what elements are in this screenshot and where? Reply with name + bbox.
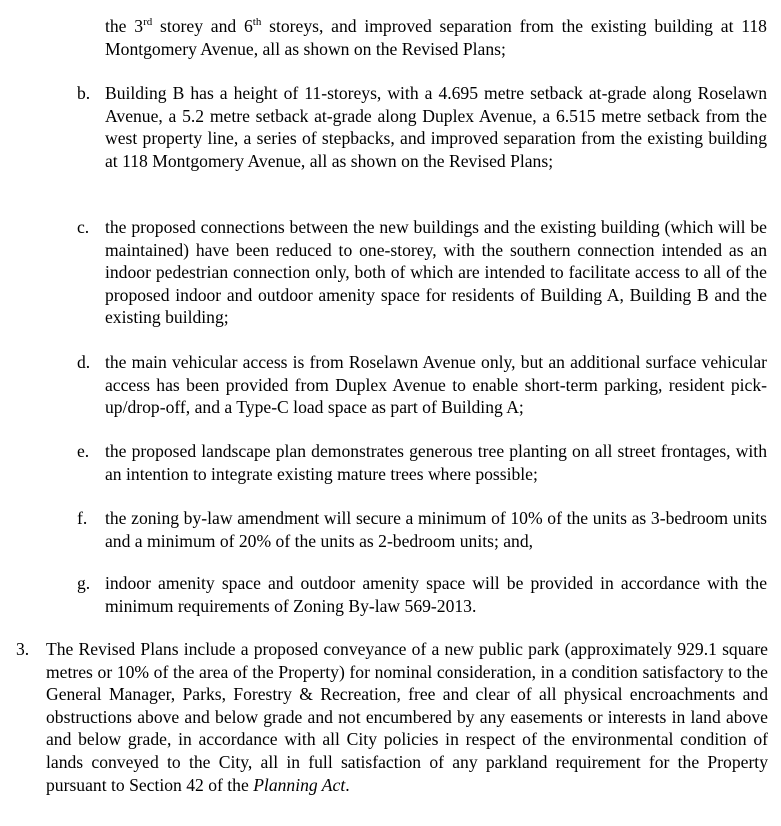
paragraph-3-text: The Revised Plans include a proposed conveyance of a new public park (approximately 929.1 square metres or 10% of the area of the Property) for nominal consideration, in a condition satisfactory to the General Manager, Parks, Forestry & Recreation, free and clear of all physical encroachments and obstructions above and below grade and not encumbered by any easements or interests in land above and below grade, in accordance with all City policies in respect of the environmental condition of lands conveyed to the City, all in full satisfaction of any parkland requirement for the Property pursuant to Section 42 of the Planning Act. bbox=[46, 639, 768, 795]
item-b-text: Building B has a height of 11-storeys, with a 4.695 metre setback at-grade along Roselawn Avenue, a 5.2 metre setback at-grade along Duplex Avenue, a 6.515 metre setback from the west property line, a series of stepbacks, and improved separation from the existing building at 118 Montgomery Avenue, all as shown on the Revised Plans; bbox=[105, 83, 767, 171]
paragraph-3-marker: 3. bbox=[16, 639, 30, 659]
item-c-text: the proposed connections between the new buildings and the existing building (which will be maintained) have been reduced to one-storey, with the southern connection intended as an indoor pedestrian connection only, both of which are intended to facilitate access to all of the proposed indoor and outdoor amenity space for residents of Building A, Building B and the existing building; bbox=[105, 217, 767, 328]
item-b-marker: b. bbox=[77, 83, 91, 103]
item-c-marker: c. bbox=[77, 217, 90, 237]
item-d-marker: d. bbox=[77, 352, 91, 372]
item-g-text: indoor amenity space and outdoor amenity space will be provided in accordance with the minimum requirements of Zoning By-law 569-2013. bbox=[105, 573, 767, 616]
item-f-marker: f. bbox=[77, 508, 88, 528]
item-e-marker: e. bbox=[77, 441, 90, 461]
item-g-marker: g. bbox=[77, 573, 91, 593]
planning-act-title: Planning Act bbox=[253, 774, 346, 795]
item-d-text: the main vehicular access is from Roselawn Avenue only, but an additional surface vehicular access has been provided from Duplex Avenue to enable short-term parking, resident pick-up/drop-off, and a Type-C load space as part of Building A; bbox=[105, 352, 767, 418]
item-e-text: the proposed landscape plan demonstrates generous tree planting on all street frontages, with an intention to integrate existing mature trees where possible; bbox=[105, 441, 767, 484]
item-a-continuation: the 3rd storey and 6th storeys, and improved separation from the existing building at 118 Montgomery Avenue, all as shown on the Revised Plans; bbox=[105, 16, 767, 59]
item-f-text: the zoning by-law amendment will secure a minimum of 10% of the units as 3-bedroom units and a minimum of 20% of the units as 2-bedroom units; and, bbox=[105, 508, 767, 551]
